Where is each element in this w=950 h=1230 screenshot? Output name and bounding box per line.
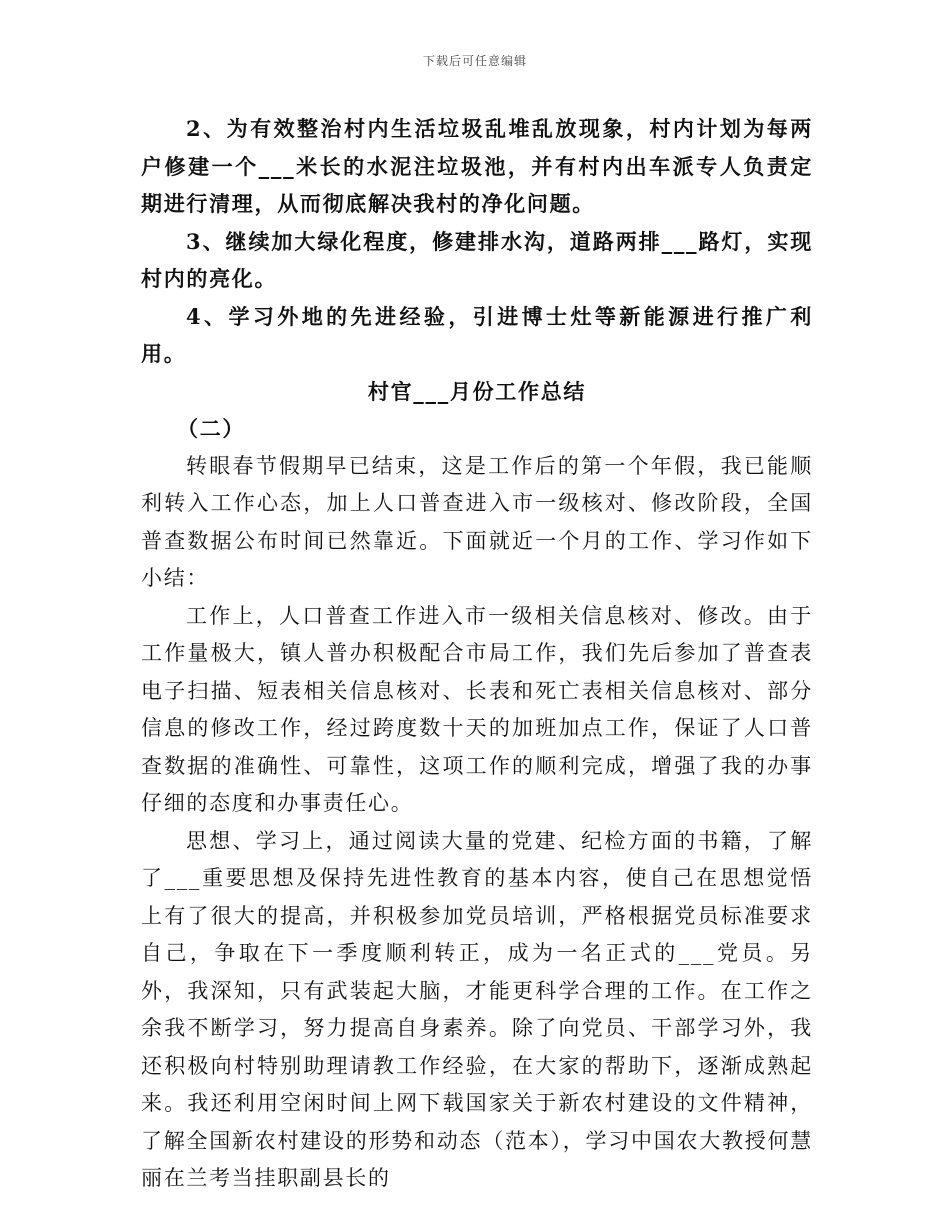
summary-subtitle: （二） (177, 416, 246, 441)
page-header-note: 下载后可任意编辑 (422, 54, 527, 68)
plan-item-3: 3、继续加大绿化程度，修建排水沟，道路两排___路灯，实现村内的亮化。 (141, 228, 813, 291)
summary-title: 村官___月份工作总结 (367, 378, 587, 404)
paragraph-intro: 转眼春节假期早已结束，这是工作后的第一个年假，我已能顺利转入工作心态，加上人口普查进入市一级核对、修改阶段，全国普查数据公布时间已然靠近。下面就近一个月的工作、学习作如下小结： (141, 453, 813, 590)
paragraph-study: 思想、学习上，通过阅读大量的党建、纪检方面的书籍，了解了___重要思想及保持先进性教育的基本内容，使自己在思想觉悟上有了很大的提高，并积极参加党员培训，严格根据党员标准要求自己，争取在下一季度顺利转正，成为一名正式的___党员。另外，我深知，只有武装起大脑，才能更科学合理的工作。在工作之余我不断学习，努力提高自身素养。除了向党员、干部学习外，我还积极向村特别助理请教工作经验，在大家的帮助下，逐渐成熟起来。我还利用空闲时间上网下载国家关于新农村建设的文件精神，了解全国新农村建设的形势和动态（范本），学习中国农大教授何慧丽在兰考当挂职副县长的 (141, 828, 813, 1190)
plan-item-4: 4、学习外地的先进经验，引进博士灶等新能源进行推广利用。 (141, 303, 813, 366)
plan-item-2: 2、为有效整治村内生活垃圾乱堆乱放现象，村内计划为每两户修建一个___米长的水泥注垃圾池，并有村内出车派专人负责定期进行清理，从而彻底解决我村的净化问题。 (141, 116, 813, 216)
paragraph-work: 工作上，人口普查工作进入市一级相关信息核对、修改。由于工作量极大，镇人普办积极配合市局工作，我们先后参加了普查表电子扫描、短表相关信息核对、长表和死亡表相关信息核对、部分信息的修改工作，经过跨度数十天的加班加点工作，保证了人口普查数据的准确性、可靠性，这项工作的顺利完成，增强了我的办事仔细的态度和办事责任心。 (141, 603, 813, 815)
document-body (141, 110, 813, 1198)
